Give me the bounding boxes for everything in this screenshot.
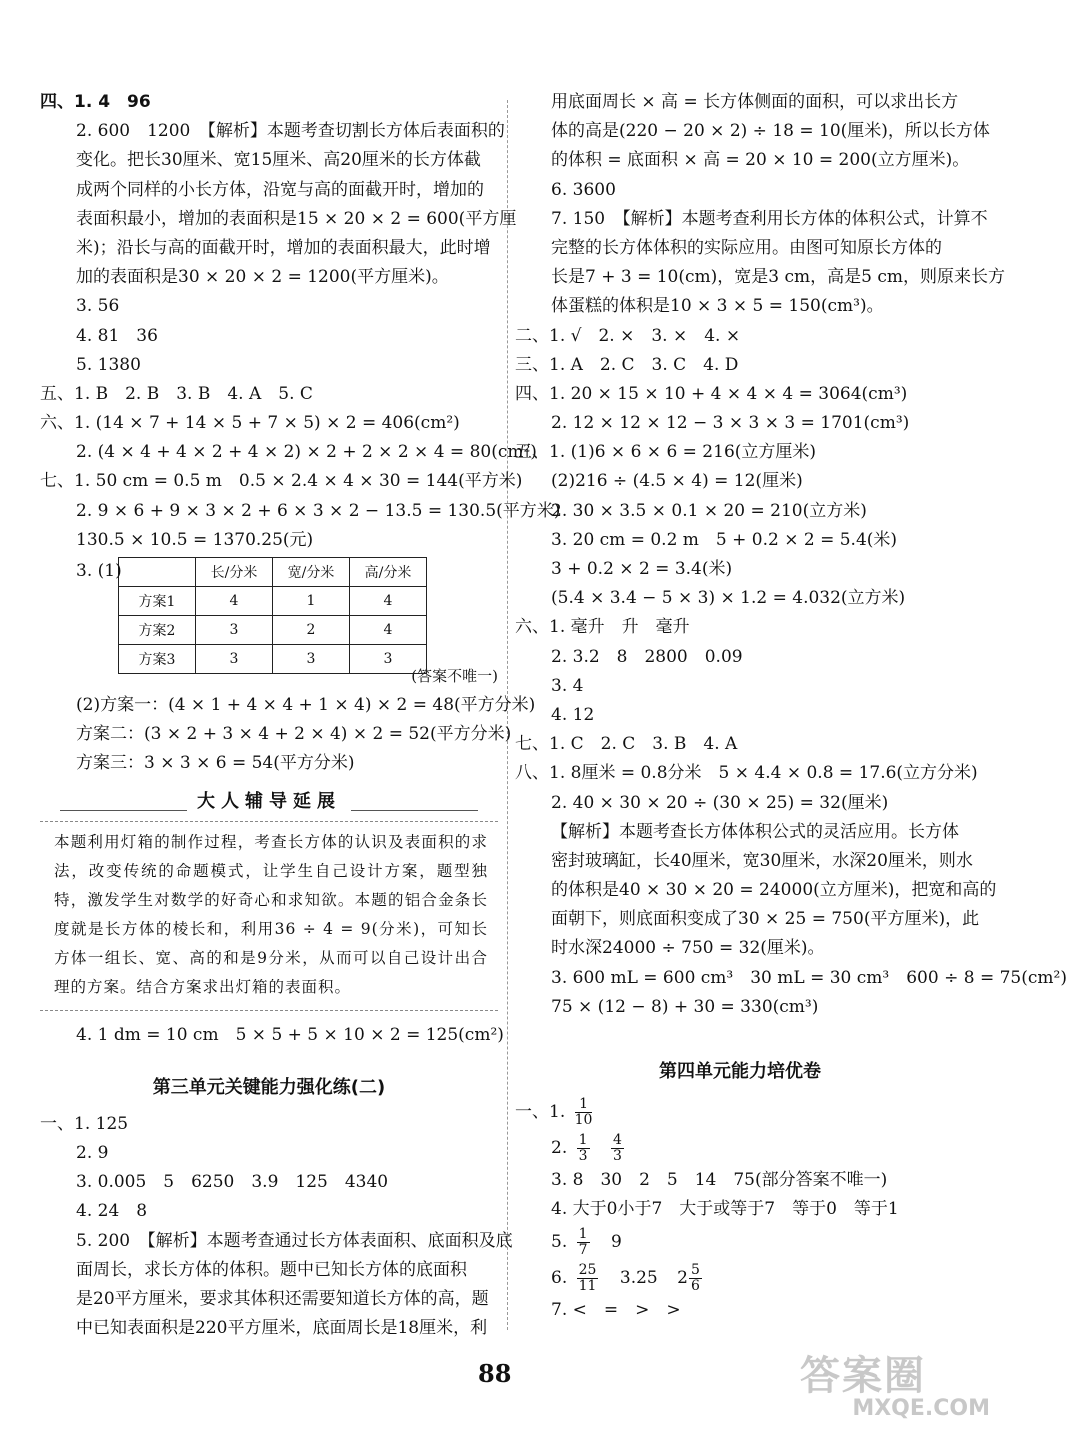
answer-line: 3. 4 (551, 675, 584, 696)
answer-line: 表面积最小，增加的表面积是15 × 20 × 2 = 600(平方厘 (76, 208, 517, 229)
answer-line: 75 × (12 − 8) + 30 = 330(cm³) (551, 996, 819, 1017)
answer-line: 3. 0.005 5 6250 3.9 125 4340 (76, 1172, 389, 1193)
answer-line: 长是7 + 3 = 10(cm)，宽是3 cm，高是5 cm，则原来长方 (551, 267, 1005, 288)
answer-line: 2. (4 × 4 + 4 × 2 + 4 × 2) × 2 + 2 × 2 × 4 = 80(cm²) (76, 442, 537, 463)
table-note: (答案不唯一) (411, 667, 498, 685)
answer-value: 9 (610, 1232, 622, 1253)
answer-line: 4. 1 dm = 10 cm 5 × 5 + 5 × 10 × 2 = 125(cm²) (76, 1024, 504, 1045)
answer-line: 5. 1380 (76, 354, 141, 375)
answer-line: 【解析】本题考查长方体体积公式的灵活应用。长方体 (551, 821, 959, 842)
answer-line: 六、1. (14 × 7 + 14 × 5 + 7 × 5) × 2 = 406(cm²) (40, 413, 460, 434)
fraction (575, 1097, 593, 1128)
table-cell: 3 (196, 645, 273, 674)
table-cell: 3 (196, 616, 273, 645)
table-cell: 1 (273, 587, 350, 616)
table-row (119, 645, 427, 674)
answer-line: 密封玻璃缸，长40厘米，宽30厘米，水深20厘米，则水 (551, 850, 973, 871)
answer-line: 2. 30 × 3.5 × 0.1 × 20 = 210(立方米) (551, 500, 867, 521)
plan-table (118, 557, 427, 674)
answer-line: 七、1. 50 cm = 0.5 m 0.5 × 2.4 × 4 × 30 = 144(平方米) (40, 471, 523, 492)
answer-line (515, 1094, 965, 1130)
table-cell: 3 (350, 645, 427, 674)
answer-line: 七、1. C 2. C 3. B 4. A (515, 734, 738, 755)
answer-line: 时水深24000 ÷ 750 = 32(厘米)。 (551, 938, 825, 959)
numerator: 1 (578, 1226, 588, 1243)
numerator: 1 (578, 1132, 588, 1148)
watermark-url: MXQE.COM (852, 1396, 990, 1421)
answer-line: 完整的长方体体积的实际应用。由图可知原长方体的 (551, 237, 942, 258)
table-cell: 4 (350, 587, 427, 616)
numerator: 25 (578, 1262, 597, 1279)
answer-line: 方案三：3 × 3 × 6 = 54(平方分米) (76, 753, 355, 774)
answer-line: 的体积是40 × 30 × 20 = 24000(立方厘米)，把宽和高的 (551, 880, 997, 901)
numerator: 1 (575, 1097, 593, 1113)
answer-line: 一、1. 125 (40, 1113, 129, 1134)
denominator: 7 (578, 1242, 588, 1259)
table-header-cell: 长/分米 (196, 558, 273, 587)
answer-line: 4. 81 36 (76, 325, 158, 346)
answer-line: 体的高是(220 − 20 × 2) ÷ 18 = 10(厘米)，所以长方体 (551, 121, 990, 142)
answer-value: 3.25 (619, 1268, 658, 1289)
answer-line: 5. 200 【解析】本题考查通过长方体表面积、底面积及底 (76, 1230, 513, 1251)
answer-prefix: 5. (551, 1232, 568, 1253)
answer-line: 面周长，求长方体的体积。题中已知长方体的底面积 (76, 1259, 467, 1280)
answer-line: 4. 12 (551, 704, 595, 725)
answer-line: 2. 9 (76, 1142, 109, 1163)
answer-line: 成两个同样的小长方体，沿宽与高的面截开时，增加的 (76, 179, 484, 200)
table-cell: 4 (350, 616, 427, 645)
answer-line: 2. 3.2 8 2800 0.09 (551, 646, 743, 667)
answer-line: 四、1. 4 96 (40, 92, 151, 112)
answer-line: 六、1. 毫升 升 毫升 (515, 617, 690, 638)
denominator: 3 (578, 1148, 588, 1164)
fraction (577, 1133, 590, 1164)
spacer (515, 1022, 965, 1050)
section-title: 第四单元能力培优卷 (659, 1061, 821, 1082)
watermark-text: 答案圈 (800, 1353, 926, 1399)
answer-line: 4. 24 8 (76, 1201, 148, 1222)
table-cell: 方案3 (119, 645, 196, 674)
answer-line: 米)；沿长与高的面截开时，增加的表面积最大，此时增 (76, 237, 491, 258)
table-header-cell: 高/分米 (350, 558, 427, 587)
answer-line: 是20平方厘米，要求其体积还需要知道长方体的高，题 (76, 1288, 489, 1309)
table-header-row (119, 558, 427, 587)
table-cell: 4 (196, 587, 273, 616)
spacer (40, 1050, 498, 1066)
answer-line: 用底面周长 × 高 = 长方体侧面的面积，可以求出长方 (551, 92, 959, 112)
table-cell: 方案1 (119, 587, 196, 616)
answer-line: 加的表面积是30 × 20 × 2 = 1200(平方厘米)。 (76, 267, 449, 288)
numerator: 5 (690, 1262, 700, 1279)
table-header-cell: 宽/分米 (273, 558, 350, 587)
denominator: 10 (574, 1112, 593, 1128)
answer-line: 三、1. A 2. C 3. C 4. D (515, 354, 739, 375)
answer-line: (2)216 ÷ (4.5 × 4) = 12(厘米) (551, 471, 803, 492)
answer-line: 2. 9 × 6 + 9 × 3 × 2 + 6 × 3 × 2 − 13.5 = 130.5(平方米) (76, 500, 561, 521)
plan-table-block (40, 557, 498, 668)
denominator: 6 (690, 1278, 700, 1295)
answer-line: 2. 600 1200 【解析】本题考查切割长方体后表面积的 (76, 121, 505, 142)
answer-line: 4. 大于0小于7 大于或等于7 等于0 等于1 (551, 1199, 899, 1220)
answer-line: 130.5 × 10.5 = 1370.25(元) (76, 529, 314, 550)
right-column (515, 88, 1067, 1326)
table-cell: 2 (273, 616, 350, 645)
answer-line: 2. 40 × 30 × 20 ÷ (30 × 25) = 32(厘米) (551, 792, 889, 813)
answer-line: 3 + 0.2 × 2 = 3.4(米) (551, 559, 733, 579)
left-column (40, 88, 561, 1343)
answer-line: 体蛋糕的体积是10 × 3 × 5 = 150(cm³)。 (551, 296, 884, 317)
answer-line: 3. 600 mL = 600 cm³ 30 mL = 30 cm³ 600 ÷ 8 = 75(cm²) (551, 967, 1067, 988)
answer-line: 6. 3600 (551, 179, 616, 200)
tip-box: 本题利用灯箱的制作过程，考查长方体的认识及表面积的求法，改变传统的命题模式，让学生自己设计方案，题型独特，激发学生对数学的好奇心和求知欲。本题的铝合金条长度就是长方体的棱长和，利用36 ÷ 4 = 9(分米)，可知长方体一组长、宽、高的和是9分米，从而可以自己设计出合理的方案。结合方案求出灯箱的表面积。 (40, 821, 498, 1011)
answer-line: 3. 20 cm = 0.2 m 5 + 0.2 × 2 = 5.4(米) (551, 529, 898, 550)
denominator: 3 (612, 1148, 622, 1164)
fraction (577, 1227, 590, 1258)
answer-line: 五、1. (1)6 × 6 × 6 = 216(立方厘米) (515, 442, 817, 463)
answer-line: 方案二：(3 × 2 + 3 × 4 + 2 × 4) × 2 = 52(平方分米) (76, 724, 512, 745)
answer-prefix: 2. (551, 1138, 568, 1158)
answer-line: (2)方案一：(4 × 1 + 4 × 4 + 1 × 4) × 2 = 48(平方分米) (76, 695, 536, 715)
fraction (689, 1263, 702, 1294)
page-number: 88 (478, 1359, 512, 1388)
watermark-logo (800, 1354, 990, 1420)
denominator: 11 (578, 1278, 597, 1295)
answer-line (515, 1130, 965, 1166)
answer-line (515, 1224, 965, 1260)
answer-line: 中已知表面积是220平方厘米，底面周长是18厘米，利 (76, 1318, 488, 1339)
answer-line: 四、1. 20 × 15 × 10 + 4 × 4 × 4 = 3064(cm³) (515, 383, 908, 404)
answer-line: 五、1. B 2. B 3. B 4. A 5. C (40, 383, 313, 404)
answer-line: 面朝下，则底面积变成了30 × 25 = 750(平方厘米)，此 (551, 909, 980, 930)
answer-line: 二、1. √ 2. × 3. × 4. × (515, 325, 741, 346)
answer-line: 的体积 = 底面积 × 高 = 20 × 10 = 200(立方厘米)。 (551, 150, 970, 171)
answer-line: 7. < = > > (551, 1300, 681, 1321)
table-cell: 方案2 (119, 616, 196, 645)
answer-line: 变化。把长30厘米、宽15厘米、高20厘米的长方体截 (76, 150, 481, 171)
answer-line (515, 1260, 965, 1296)
table-header-cell (119, 558, 196, 587)
answer-prefix: 6. (551, 1268, 568, 1289)
answer-line: (5.4 × 3.4 − 5 × 3) × 1.2 = 4.032(立方米) (551, 588, 906, 609)
table-row (119, 616, 427, 645)
answer-line: 3. (1) (76, 561, 122, 581)
fraction (577, 1263, 599, 1294)
answer-line: 7. 150 【解析】本题考查利用长方体的体积公式，计算不 (551, 208, 988, 229)
section-title: 第三单元关键能力强化练(二) (152, 1076, 386, 1098)
answer-prefix: 一、1. (515, 1102, 566, 1122)
table-cell: 3 (273, 645, 350, 674)
fraction (611, 1133, 624, 1164)
answer-line: 3. 56 (76, 296, 120, 317)
answer-line: 2. 12 × 12 × 12 − 3 × 3 × 3 = 1701(cm³) (551, 413, 910, 434)
tip-title: 大人辅导延展 (187, 791, 351, 812)
answer-line: 八、1. 8厘米 = 0.8分米 5 × 4.4 × 0.8 = 17.6(立方分米) (515, 763, 978, 784)
answer-line: 3. 8 30 2 5 14 75(部分答案不唯一) (551, 1170, 888, 1190)
tip-heading (40, 785, 498, 819)
table-row (119, 587, 427, 616)
mixed-whole: 2 (677, 1268, 688, 1289)
numerator: 4 (612, 1132, 622, 1148)
